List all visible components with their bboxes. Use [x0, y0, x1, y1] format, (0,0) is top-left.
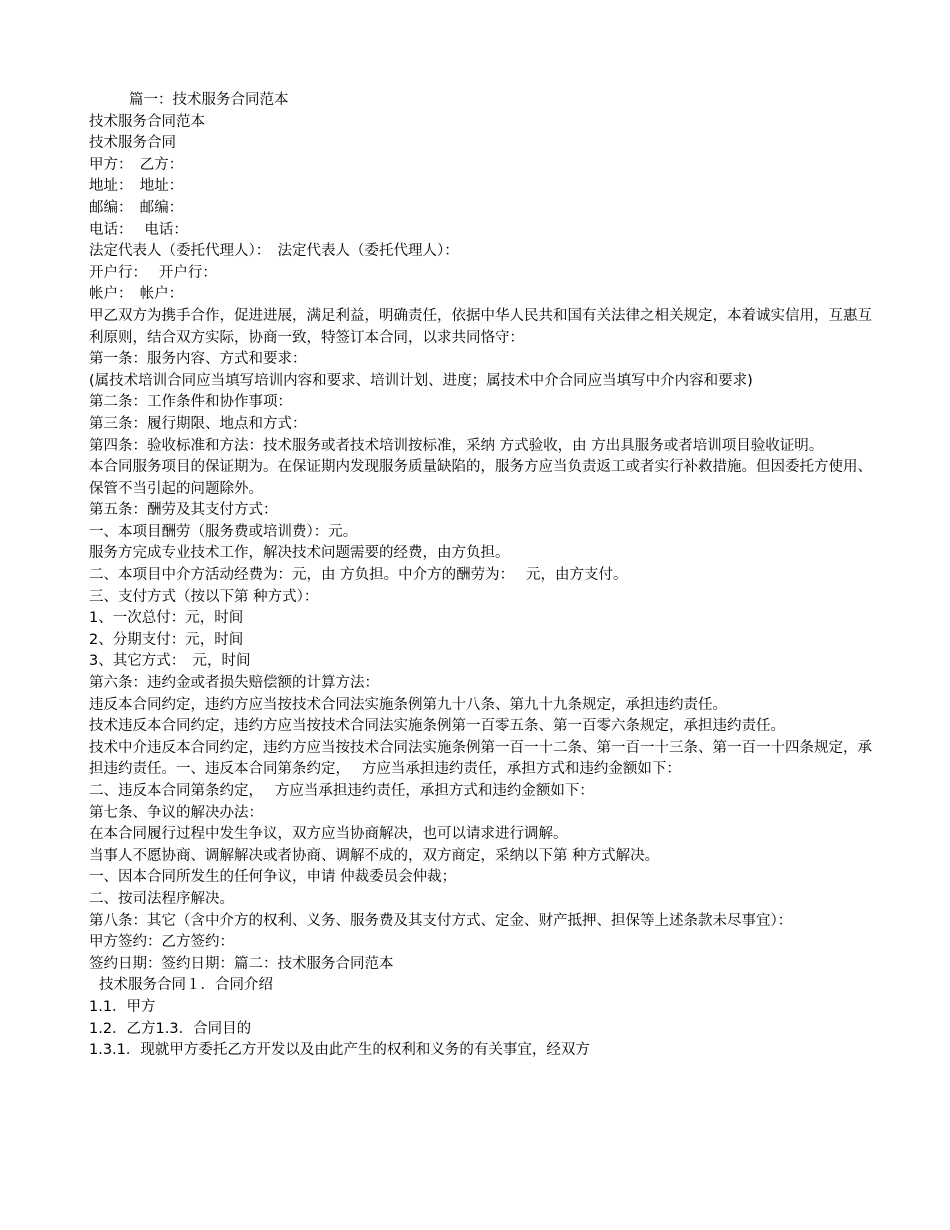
document-text-line: 3、其它方式： 元，时间	[89, 653, 251, 670]
document-text-line: 第三条：履行期限、地点和方式：	[89, 415, 307, 432]
document-text-line: 服务方完成专业技术工作，解决技术问题需要的经费，由方负担。	[89, 545, 510, 562]
document-text-line: 一、因本合同所发生的任何争议，申请 仲裁委员会仲裁；	[89, 869, 457, 886]
document-text-line: 法定代表人（委托代理人）： 法定代表人（委托代理人）：	[89, 243, 459, 260]
document-text-line: 技术服务合同范本	[89, 113, 205, 130]
document-text-line: 第四条：验收标准和方法：技术服务或者技术培训按标准，采纳 方式验收，由 方出具服务或者培训项目验收证明。	[89, 437, 824, 454]
document-text-line: 在本合同履行过程中发生争议，双方应当协商解决，也可以请求进行调解。	[89, 826, 568, 843]
document-text-line: 二、按司法程序解决。	[89, 890, 234, 907]
document-text-line: 技术中介违反本合同约定，违约方应当按技术合同法实施条例第一百一十二条、第一百一十三条、第一百一十四条规定，承担违约责任。一、违反本合同第条约定， 方应当承担违约责任，承担方式和违约金额如下：	[89, 739, 872, 778]
document-text-line: 第五条：酬劳及其支付方式：	[89, 502, 278, 519]
document-text-line: 1、一次总付：元，时间	[89, 610, 244, 627]
document-text-line: 甲方签约：乙方签约：	[89, 934, 234, 951]
contract-text-body	[89, 90, 879, 1062]
document-text-line: 邮编： 邮编：	[89, 199, 184, 216]
document-text-line: 二、违反本合同第条约定， 方应当承担违约责任，承担方式和违约金额如下：	[89, 783, 594, 799]
document-text-line: 地址： 地址：	[89, 178, 184, 195]
document-text-line: 一、本项目酬劳（服务费或培训费）：元。	[89, 523, 358, 540]
document-title-line: 篇一：技术服务合同范本	[129, 92, 289, 108]
document-text-line: 1.2．乙方1.3．合同目的	[89, 1020, 252, 1037]
document-text-line: 第七条、争议的解决办法：	[89, 804, 263, 821]
document-text-line: 违反本合同约定，违约方应当按技术合同法实施条例第九十八条、第九十九条规定，承担违约责任。	[89, 696, 727, 713]
document-text-line: 1.1．甲方	[89, 998, 156, 1015]
document-text-line: 本合同服务项目的保证期为。在保证期内发现服务质量缺陷的，服务方应当负责返工或者实行补救措施。但因委托方使用、保管不当引起的问题除外。	[89, 459, 872, 497]
document-text-line: 技术服务合同	[89, 135, 176, 152]
document-text-line: 第八条：其它（含中介方的权利、义务、服务费及其支付方式、定金、财产抵押、担保等上述条款未尽事宜）：	[89, 912, 793, 929]
document-text-line: 第六条：违约金或者损失赔偿额的计算方法：	[89, 675, 379, 692]
document-text-line: 甲方： 乙方：	[89, 156, 184, 173]
document-text-line: 第二条：工作条件和协作事项：	[89, 394, 292, 411]
document-text-line: 三、支付方式（按以下第 种方式）：	[89, 588, 319, 605]
document-text-line: 2、分期支付：元，时间	[89, 631, 244, 648]
document-text-line: 第一条：服务内容、方式和要求：	[89, 351, 307, 368]
document-text-line: 当事人不愿协商、调解解决或者协商、调解不成的，双方商定，采纳以下第 种方式解决。	[89, 847, 660, 864]
document-text-line: 1.3.1．现就甲方委托乙方开发以及由此产生的权利和义务的有关事宜，经双方	[89, 1042, 590, 1059]
document-text-line: 甲乙双方为携手合作，促进进展，满足利益，明确责任，依据中华人民共和国有关法律之相关规定，本着诚实信用，互惠互利原则，结合双方实际，协商一致，特签订本合同，以求共同恪守：	[89, 307, 872, 346]
document-text-line: 二、本项目中介方活动经费为：元，由 方负担。中介方的酬劳为： 元，由方支付。	[89, 567, 628, 584]
document-text-line: 技术服务合同１．合同介绍	[99, 977, 273, 994]
document-text-line: 开户行： 开户行：	[89, 264, 217, 281]
document-text-line: 技术违反本合同约定，违约方应当按技术合同法实施条例第一百零五条、第一百零六条规定，承担违约责任。	[89, 718, 785, 735]
document-text-line: 电话： 电话：	[89, 221, 188, 238]
document-text-line: (属技术培训合同应当填写培训内容和要求、培训计划、进度；属技术中介合同应当填写中介内容和要求)	[89, 372, 753, 389]
document-text-line: 签约日期：签约日期：篇二：技术服务合同范本	[89, 955, 394, 972]
document-text-line: 帐户： 帐户：	[89, 286, 184, 303]
